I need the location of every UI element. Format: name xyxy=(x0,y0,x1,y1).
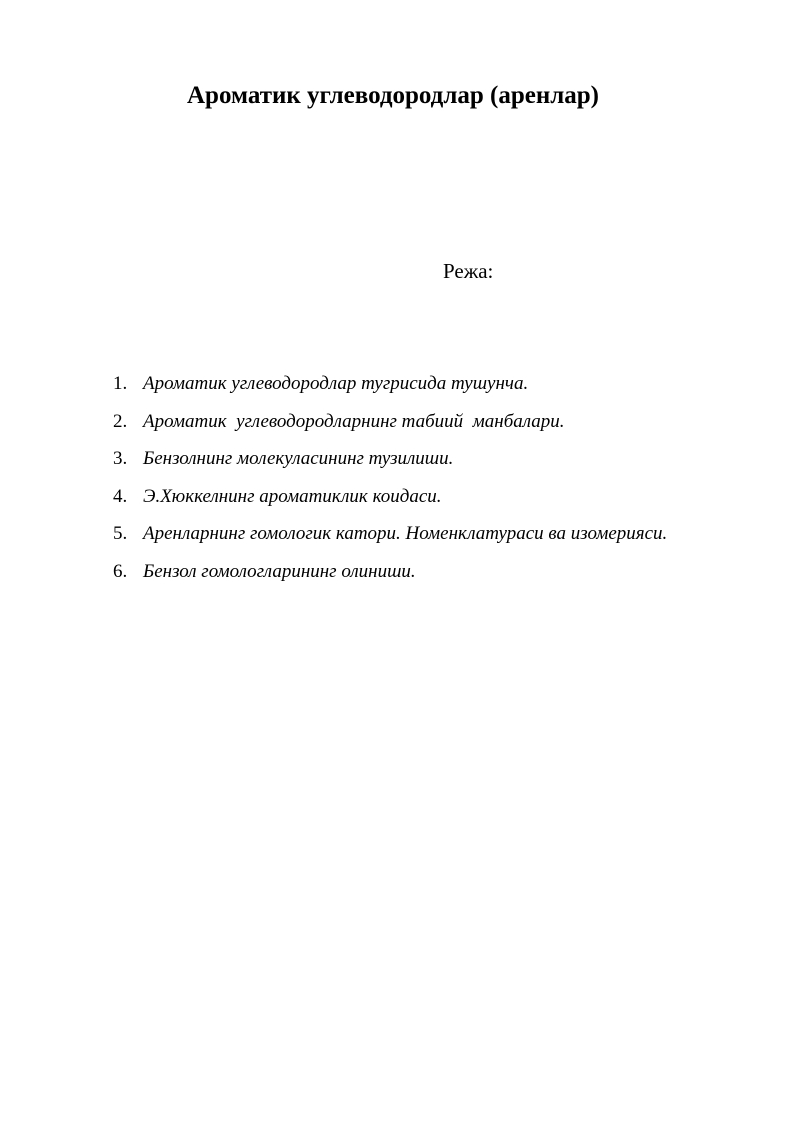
document-title: Ароматик углеводородлар (аренлар) xyxy=(187,82,599,109)
list-item xyxy=(113,445,667,483)
list-item xyxy=(113,483,667,521)
list-item-number: 3. xyxy=(113,448,128,469)
list-item xyxy=(113,558,667,596)
list-item-text: Ароматик углеводородлар тугрисида тушунча. xyxy=(143,373,529,394)
list-item-text: Аренларнинг гомологик катори. Номенклатураси ва изомерияси. xyxy=(143,523,668,544)
list-item-text: Э.Хюккелнинг ароматиклик коидаси. xyxy=(143,485,442,507)
list-item-number: 1. xyxy=(113,373,128,394)
list-item-text: Бензолнинг молекуласининг тузилиши. xyxy=(143,448,454,469)
list-item-number: 2. xyxy=(113,410,128,432)
list-item xyxy=(113,520,667,558)
list-item-text: Бензол гомологларининг олиниши. xyxy=(143,560,416,582)
list-item-number: 6. xyxy=(113,560,128,582)
plan-heading: Режа: xyxy=(443,259,494,283)
plan-list xyxy=(113,370,667,595)
list-item xyxy=(113,370,667,408)
list-item xyxy=(113,408,667,446)
list-item-text: Ароматик углеводородларнинг табиий манбалари. xyxy=(143,410,565,432)
list-item-number: 4. xyxy=(113,485,128,507)
list-item-number: 5. xyxy=(113,523,128,544)
